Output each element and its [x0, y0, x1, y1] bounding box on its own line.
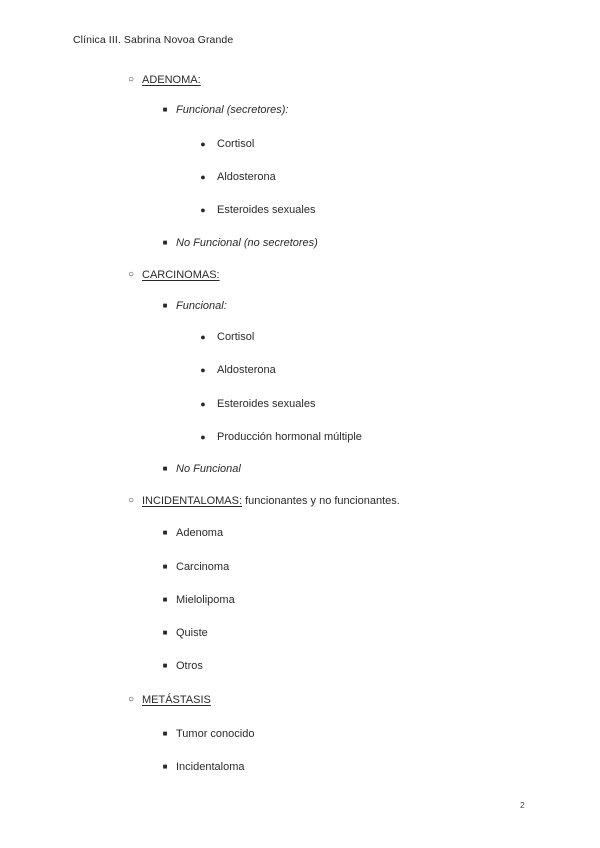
subitem-label: Quiste [176, 627, 208, 639]
disc-bullet: ● [200, 205, 206, 215]
square-bullet: ■ [162, 105, 168, 114]
page-number: 2 [520, 800, 525, 810]
hollow-circle-bullet: ○ [127, 694, 135, 705]
disc-bullet: ● [200, 139, 206, 149]
leaf-label: Cortisol [217, 138, 255, 150]
leaf-label: Esteroides sexuales [217, 398, 316, 410]
leaf-label: Esteroides sexuales [217, 204, 316, 216]
subitem-label: Adenoma [176, 527, 224, 539]
square-bullet: ■ [162, 595, 168, 604]
hollow-circle-bullet: ○ [127, 74, 135, 85]
leaf-label: Cortisol [217, 331, 255, 343]
disc-bullet: ● [200, 365, 206, 375]
subitem-label: Otros [176, 660, 203, 672]
leaf-label: Producción hormonal múltiple [217, 431, 362, 443]
section-title-metastasis: METÁSTASIS [142, 694, 211, 706]
disc-bullet: ● [200, 399, 206, 409]
section-title-incidentalomas-line [142, 492, 400, 510]
square-bullet: ■ [162, 528, 168, 537]
square-bullet: ■ [162, 464, 168, 473]
disc-bullet: ● [200, 432, 206, 442]
square-bullet: ■ [162, 301, 168, 310]
subitem-label: Funcional (secretores): [176, 104, 289, 116]
subitem-label: Carcinoma [176, 561, 230, 573]
square-bullet: ■ [162, 562, 168, 571]
hollow-circle-bullet: ○ [127, 495, 135, 506]
subitem-label: No Funcional (no secretores) [176, 237, 318, 249]
subitem-label: Tumor conocido [176, 728, 255, 740]
subitem-label: Funcional: [176, 300, 227, 312]
square-bullet: ■ [162, 661, 168, 670]
square-bullet: ■ [162, 628, 168, 637]
subitem-label: Incidentaloma [176, 761, 245, 773]
leaf-label: Aldosterona [217, 364, 276, 376]
disc-bullet: ● [200, 172, 206, 182]
section-title-adenoma: ADENOMA: [142, 74, 201, 86]
section-title-carcinomas: CARCINOMAS: [142, 269, 220, 281]
square-bullet: ■ [162, 729, 168, 738]
subitem-label: Mielolipoma [176, 594, 235, 606]
subitem-label: No Funcional [176, 463, 241, 475]
disc-bullet: ● [200, 332, 206, 342]
hollow-circle-bullet: ○ [127, 269, 135, 280]
section-title-incidentalomas: INCIDENTALOMAS: [142, 495, 243, 507]
page-header: Clínica III. Sabrina Novoa Grande [73, 34, 234, 46]
square-bullet: ■ [162, 238, 168, 247]
leaf-label: Aldosterona [217, 171, 276, 183]
square-bullet: ■ [162, 762, 168, 771]
section-title-rest: funcionantes y no funcionantes. [242, 495, 400, 507]
